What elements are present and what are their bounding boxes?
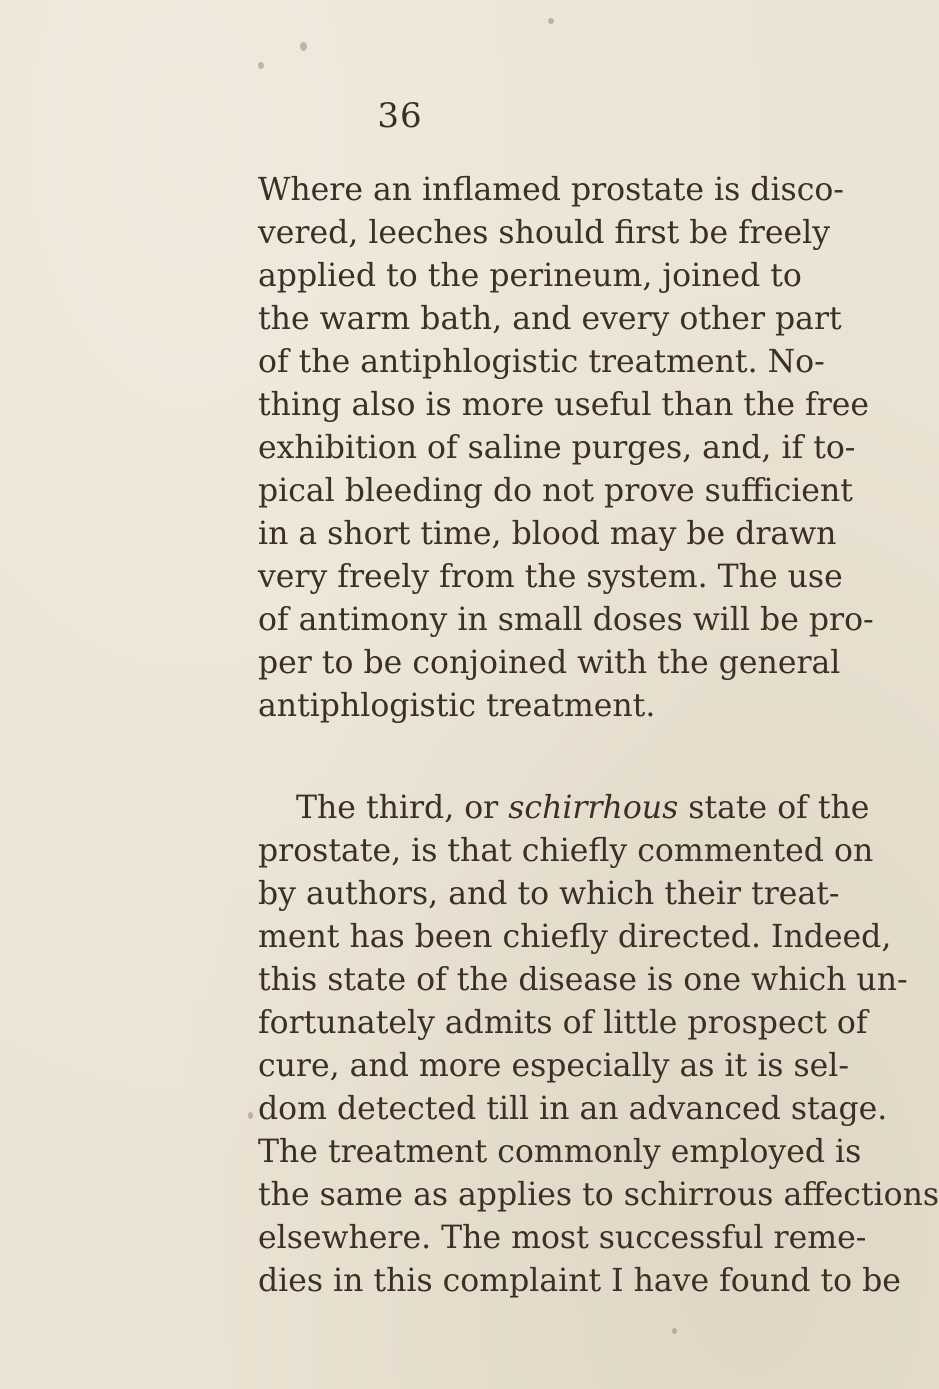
paper-speck <box>248 1112 253 1119</box>
text-line: the warm bath, and every other part <box>258 301 842 337</box>
text-line: pical bleeding do not prove sufficient <box>258 473 853 509</box>
text-line: fortunately admits of little prospect of <box>258 1005 868 1041</box>
text-line: applied to the perineum, joined to <box>258 258 802 294</box>
text-line: dom detected till in an advanced stage. <box>258 1091 888 1127</box>
text-line: the same as applies to schirrous affections <box>258 1177 939 1213</box>
text-line: this state of the disease is one which un- <box>258 962 908 998</box>
text-line: The third, or schirrhous state of the <box>296 790 870 826</box>
paper-speck <box>672 1328 677 1334</box>
text-line: very freely from the system. The use <box>258 559 843 595</box>
text-line: of antimony in small doses will be pro- <box>258 602 874 638</box>
text-line: vered, leeches should first be freely <box>258 215 830 251</box>
text-line: The treatment commonly employed is <box>258 1134 862 1170</box>
text-line: ment has been chiefly directed. Indeed, <box>258 919 892 955</box>
italic-term: schirrhous <box>508 790 679 826</box>
page-number: 36 <box>377 96 423 136</box>
text-line: cure, and more especially as it is sel- <box>258 1048 849 1084</box>
text-line: exhibition of saline purges, and, if to- <box>258 430 856 466</box>
text-line: per to be conjoined with the general <box>258 645 841 681</box>
text-line: of the antiphlogistic treatment. No- <box>258 344 825 380</box>
paper-speck <box>300 42 307 51</box>
paper-speck <box>258 62 264 69</box>
text-line: antiphlogistic treatment. <box>258 688 656 724</box>
text-line: by authors, and to which their treat- <box>258 876 840 912</box>
paper-speck <box>548 18 554 24</box>
text-line: prostate, is that chiefly commented on <box>258 833 874 869</box>
text-line: in a short time, blood may be drawn <box>258 516 837 552</box>
text-line: Where an inflamed prostate is disco- <box>258 172 844 208</box>
text-line: thing also is more useful than the free <box>258 387 870 423</box>
text-line: dies in this complaint I have found to be <box>258 1263 901 1299</box>
text-line: elsewhere. The most successful reme- <box>258 1220 867 1256</box>
